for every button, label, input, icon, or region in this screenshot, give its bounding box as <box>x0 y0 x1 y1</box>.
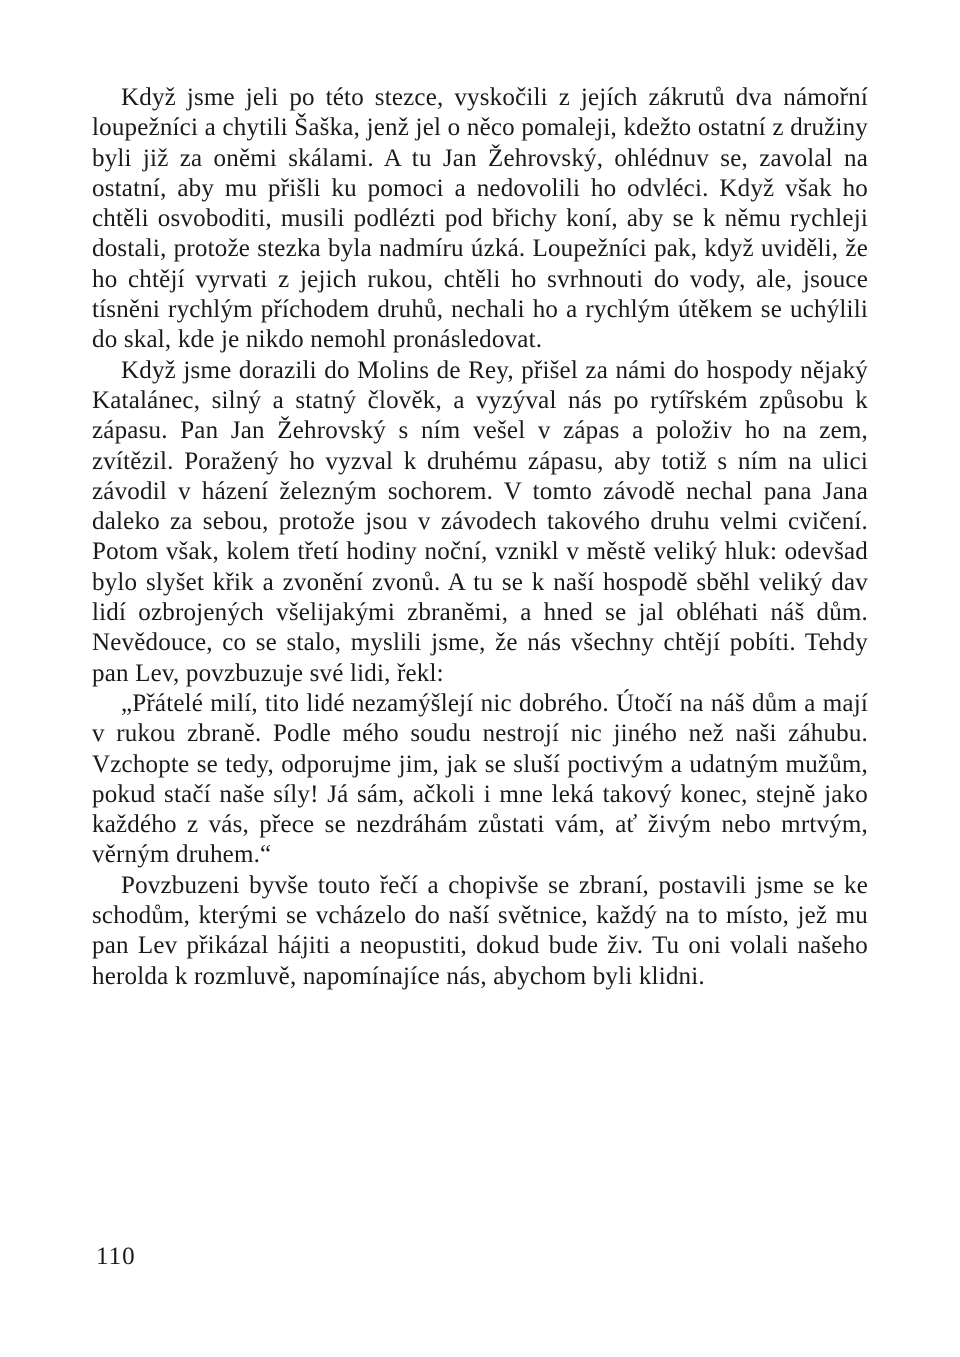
paragraph: Když jsme dorazili do Molins de Rey, přišel za námi do hospody nějaký Katalánec, silný a statný člověk, a vyzýval nás po rytířském způsobu k zápasu. Pan Jan Žehrovský s ním vešel v zápas a položiv ho na zem, zvítězil. Poražený ho vyzval k druhému zápasu, aby totiž s ním na ulici závodil v házení železným sochorem. V tomto závodě nechal pana Jana daleko za sebou, protože jsou v závodech takového druhu velmi cvičení. Potom však, kolem třetí hodiny noční, vznikl v městě veliký hluk: odevšad bylo slyšet křik a zvonění zvonů. A tu se k naší hospodě sběhl veliký dav lidí ozbrojených všelijakými zbraněmi, a hned se jal obléhati náš dům. Nevědouce, co se stalo, myslili jsme, že nás všechny chtějí pobíti. Tehdy pan Lev, povzbuzuje své lidi, řekl: <box>92 356 868 687</box>
paragraph: Když jsme jeli po této stezce, vyskočili z jejích zákrutů dva námořní loupežníci a chytili Šaška, jenž jel o něco pomaleji, kdežto ostatní z družiny byli již za oněmi skálami. A tu Jan Žehrovský, ohlédnuv se, zavolal na ostatní, aby mu přišli ku pomoci a nedovolili ho odvléci. Když však ho chtěli osvoboditi, musili podlézti pod břichy koní, aby se k němu rychleji dostali, protože stezka byla nadmíru úzká. Loupežníci pak, když uviděli, že ho chtějí vyrvati z jejich rukou, chtěli ho svrhnouti do vody, ale, jsouce tísněni rychlým příchodem druhů, nechali ho a rychlým útěkem se uchýlili do skal, kde je nikdo nemohl pronásledovat. <box>92 84 868 354</box>
page-body <box>92 83 868 992</box>
paragraph: Povzbuzeni byvše touto řečí a chopivše se zbraní, postavili jsme se ke schodům, kterými se vcházelo do naší světnice, každý na to místo, jež mu pan Lev přikázal hájiti a neopustiti, dokud bude živ. Tu oni volali našeho herolda k rozmluvě, napomínajíce nás, abychom byli klidni. <box>92 871 868 990</box>
page-number: 110 <box>96 1243 136 1270</box>
quoted-speech-paragraph: „Přátelé milí, tito lidé nezamýšlejí nic dobrého. Útočí na náš dům a mají v rukou zbraně. Podle mého soudu nestrojí nic jiného než naši záhubu. Vzchopte se tedy, odporujme jim, jak se sluší poctivým a udatným mužům, pokud stačí naše síly! Já sám, ačkoli i mne leká takový konec, stejně jako každého z vás, přece se nezdráhám zůstati vám, ať živým nebo mrtvým, věrným druhem.“ <box>92 689 868 869</box>
